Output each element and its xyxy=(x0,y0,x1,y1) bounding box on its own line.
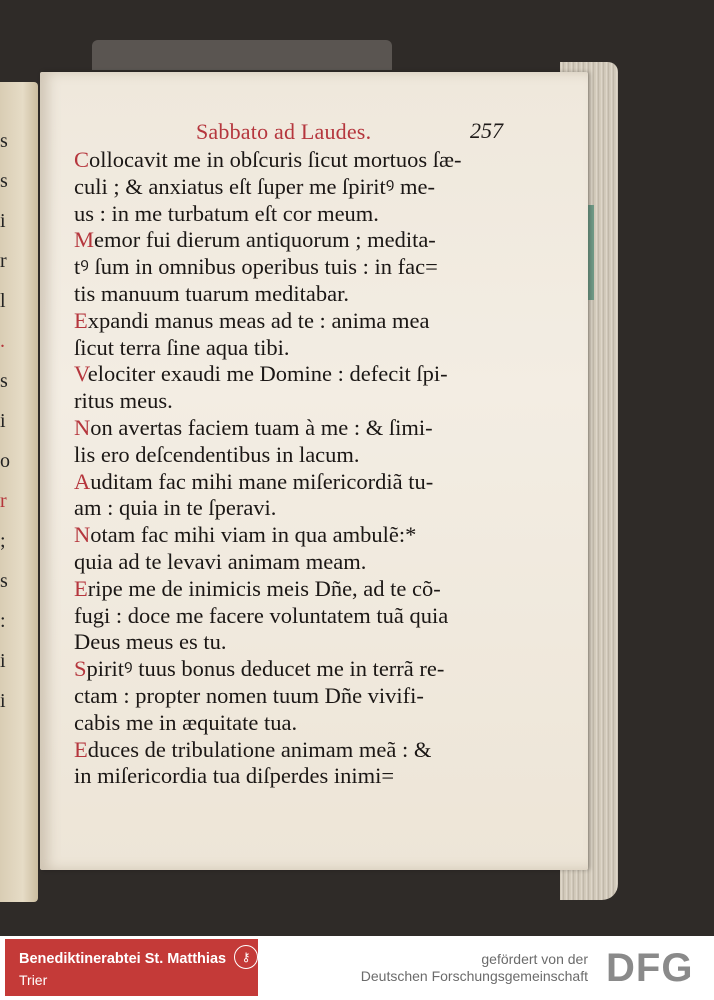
line-text: emor fui dierum antiquorum ; medita- xyxy=(94,227,436,253)
institution-name: Benediktinerabtei St. Matthias xyxy=(19,951,227,967)
institution-banner xyxy=(5,939,258,996)
text-line xyxy=(74,174,516,201)
line-text: lis ero deſcendentibus in lacum. xyxy=(74,441,360,467)
text-line xyxy=(74,656,516,683)
text-line xyxy=(74,629,516,656)
page-header xyxy=(196,119,516,149)
funding-line-1: gefördert von der xyxy=(481,951,588,967)
rubric-initial: C xyxy=(74,147,90,172)
text-line xyxy=(74,763,516,790)
rubric-initial: V xyxy=(74,361,88,387)
margin-mark: i xyxy=(0,690,6,712)
margin-mark: r xyxy=(0,250,7,272)
crossed-keys-icon: ⚷ xyxy=(234,945,258,969)
text-line xyxy=(74,442,516,469)
line-text: elociter exaudi me Domine : defecit ſpi- xyxy=(87,361,448,387)
line-text: tis manuum tuarum meditabar. xyxy=(74,280,349,306)
text-line xyxy=(74,147,516,174)
text-line xyxy=(74,576,516,603)
funding-line-2: Deutschen Forschungsgemeinschaft xyxy=(360,968,588,984)
line-text: quia ad te levavi animam meam. xyxy=(74,548,367,574)
text-line xyxy=(74,683,516,710)
bookmark-tab xyxy=(588,205,594,300)
line-text: ripe me de inimicis meis Dñe, ad te cõ- xyxy=(87,575,441,601)
text-line xyxy=(74,469,516,496)
line-text: ſicut terra ſine aqua tibi. xyxy=(74,334,290,360)
rubric-initial: E xyxy=(74,575,88,601)
text-line xyxy=(74,361,516,388)
line-text: ritus meus. xyxy=(74,388,173,414)
line-text: otam fac mihi viam in qua ambulẽ:* xyxy=(90,522,417,548)
line-text: ctam : propter nomen tuum Dñe vivifi- xyxy=(74,682,424,708)
line-text: us : in me turbatum eſt cor meum. xyxy=(74,200,379,226)
running-head: Sabbato ad Laudes. xyxy=(196,119,372,144)
text-line xyxy=(74,737,516,764)
margin-mark: ; xyxy=(0,530,6,552)
text-line xyxy=(74,335,516,362)
rubric-initial: A xyxy=(74,468,91,494)
line-text: in miſericordia tua diſperdes inimi= xyxy=(74,763,395,789)
book-cover-edge xyxy=(92,40,392,70)
line-text: duces de tribulatione animam meã : & xyxy=(87,736,432,762)
text-line xyxy=(74,522,516,549)
line-text: fugi : doce me facere voluntatem tuã quia xyxy=(74,602,449,628)
margin-mark: s xyxy=(0,170,8,192)
psalm-text-block xyxy=(74,147,516,790)
text-line xyxy=(74,603,516,630)
margin-mark: l xyxy=(0,290,6,312)
line-text: culi ; & anxiatus eſt ſuper me ſpiritꝰ me- xyxy=(74,173,436,199)
margin-mark: s xyxy=(0,370,8,392)
margin-mark: s xyxy=(0,570,8,592)
text-line xyxy=(74,415,516,442)
line-text: tꝰ ſum in omnibus operibus tuis : in fac= xyxy=(74,254,438,280)
page-number: 257 xyxy=(470,118,503,143)
margin-mark: i xyxy=(0,410,6,432)
text-line xyxy=(74,281,516,308)
line-text: Deus meus es tu. xyxy=(74,629,227,655)
text-line xyxy=(74,710,516,737)
rubric-initial: N xyxy=(74,522,91,548)
line-text: on avertas faciem tuam à me : & ſimi- xyxy=(90,414,433,440)
margin-mark: s xyxy=(0,130,8,152)
rubric-initial: M xyxy=(74,227,95,253)
line-text: uditam fac mihi mane miſericordiã tu- xyxy=(90,468,434,494)
margin-mark: i xyxy=(0,650,6,672)
text-line xyxy=(74,227,516,254)
rubric-initial: E xyxy=(74,736,88,762)
rubric-initial: N xyxy=(74,414,91,440)
text-line xyxy=(74,549,516,576)
text-line xyxy=(74,495,516,522)
text-line xyxy=(74,201,516,228)
footer-bar xyxy=(0,936,714,1000)
rubric-initial: S xyxy=(74,656,87,682)
dfg-logo: DFG xyxy=(606,946,694,990)
text-line xyxy=(74,308,516,335)
funding-note xyxy=(361,951,588,985)
rubric-initial: E xyxy=(74,307,88,333)
line-text: ollocavit me in obſcuris ſicut mortuos ſæ- xyxy=(89,147,462,172)
line-text: piritꝰ tuus bonus deducet me in terrã re- xyxy=(86,656,445,682)
margin-mark: o xyxy=(0,450,10,472)
institution-city: Trier xyxy=(19,972,48,988)
margin-mark: r xyxy=(0,490,7,512)
text-line xyxy=(74,254,516,281)
text-line xyxy=(74,388,516,415)
margin-mark: i xyxy=(0,210,6,232)
margin-mark: : xyxy=(0,610,6,632)
line-text: xpandi manus meas ad te : anima mea xyxy=(87,307,430,333)
margin-mark: . xyxy=(0,330,5,352)
line-text: am : quia in te ſperavi. xyxy=(74,495,277,521)
line-text: cabis me in æquitate tua. xyxy=(74,709,298,735)
